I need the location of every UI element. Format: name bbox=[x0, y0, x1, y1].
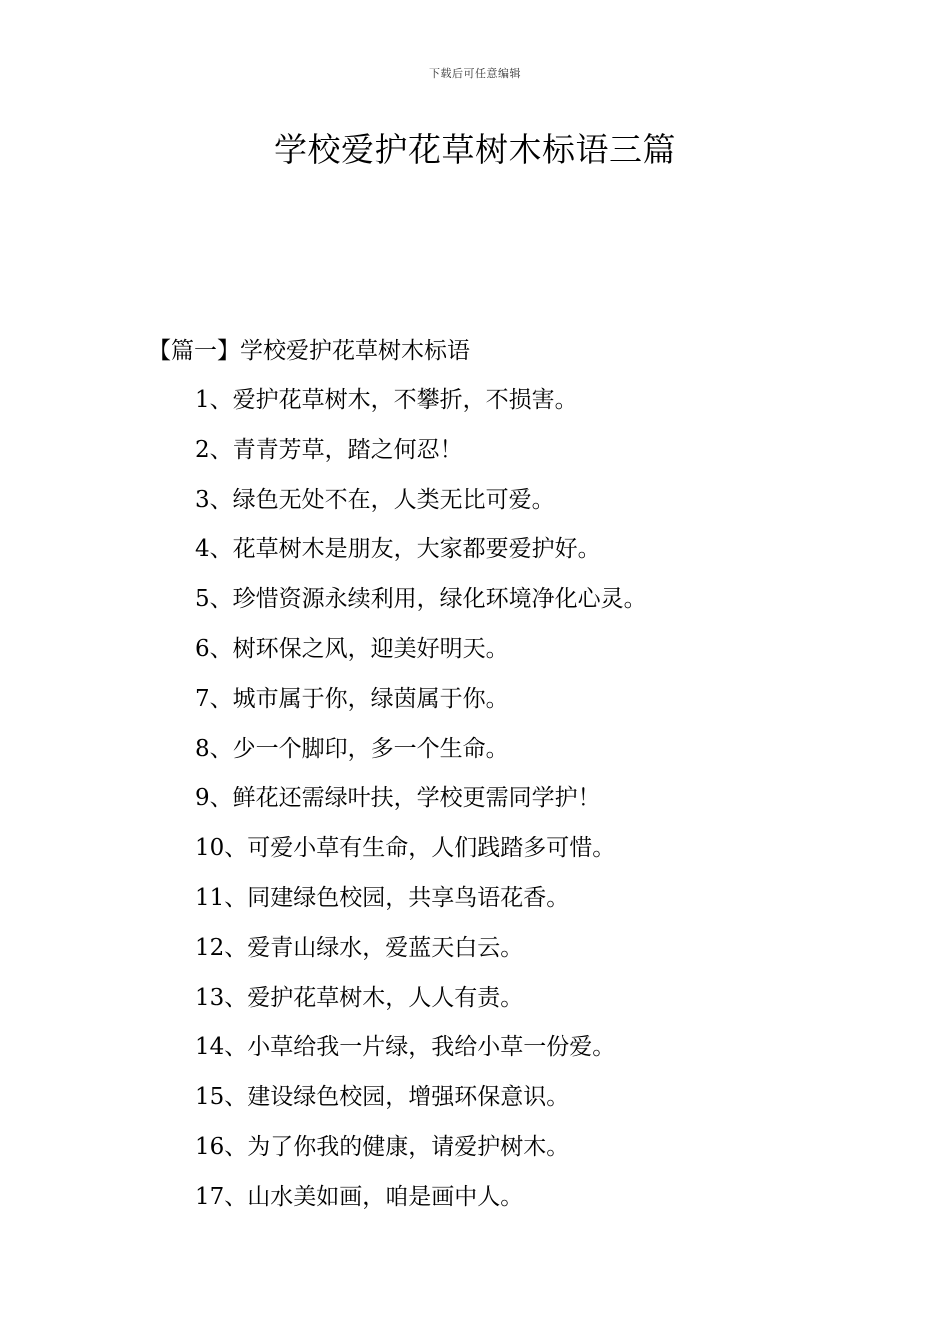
slogan-item: 3、绿色无处不在，人类无比可爱。 bbox=[195, 486, 555, 513]
header-note: 下载后可任意编辑 bbox=[429, 67, 521, 80]
slogan-item: 1、爱护花草树木，不攀折，不损害。 bbox=[195, 387, 578, 413]
slogan-item: 16、为了你我的健康，请爱护树木。 bbox=[195, 1133, 570, 1160]
slogan-item: 10、可爱小草有生命，人们践踏多可惜。 bbox=[195, 835, 616, 862]
slogan-item: 5、珍惜资源永续利用，绿化环境净化心灵。 bbox=[195, 586, 647, 613]
slogan-item: 15、建设绿色校园，增强环保意识。 bbox=[195, 1084, 570, 1111]
slogan-item: 9、鲜花还需绿叶扶，学校更需同学护！ bbox=[195, 785, 601, 812]
slogan-item: 2、青青芳草，踏之何忍！ bbox=[195, 436, 463, 463]
document-title: 学校爱护花草树木标语三篇 bbox=[274, 130, 676, 169]
slogan-item: 11、同建绿色校园，共享鸟语花香。 bbox=[195, 884, 570, 911]
slogan-item: 7、城市属于你，绿茵属于你。 bbox=[195, 685, 509, 712]
slogan-item: 12、爱青山绿水，爱蓝天白云。 bbox=[195, 934, 524, 961]
slogan-item: 17、山水美如画，咱是画中人。 bbox=[195, 1183, 524, 1210]
slogan-item: 8、少一个脚印，多一个生命。 bbox=[195, 735, 509, 762]
slogan-item: 4、花草树木是朋友，大家都要爱护好。 bbox=[195, 536, 601, 563]
section-heading: 【篇一】学校爱护花草树木标语 bbox=[148, 338, 470, 364]
slogan-item: 6、树环保之风，迎美好明天。 bbox=[195, 635, 509, 662]
section-1 bbox=[148, 326, 868, 1223]
slogan-item: 13、爱护花草树木，人人有责。 bbox=[195, 984, 524, 1011]
slogan-list bbox=[148, 376, 868, 1223]
slogan-item: 14、小草给我一片绿，我给小草一份爱。 bbox=[195, 1034, 616, 1061]
